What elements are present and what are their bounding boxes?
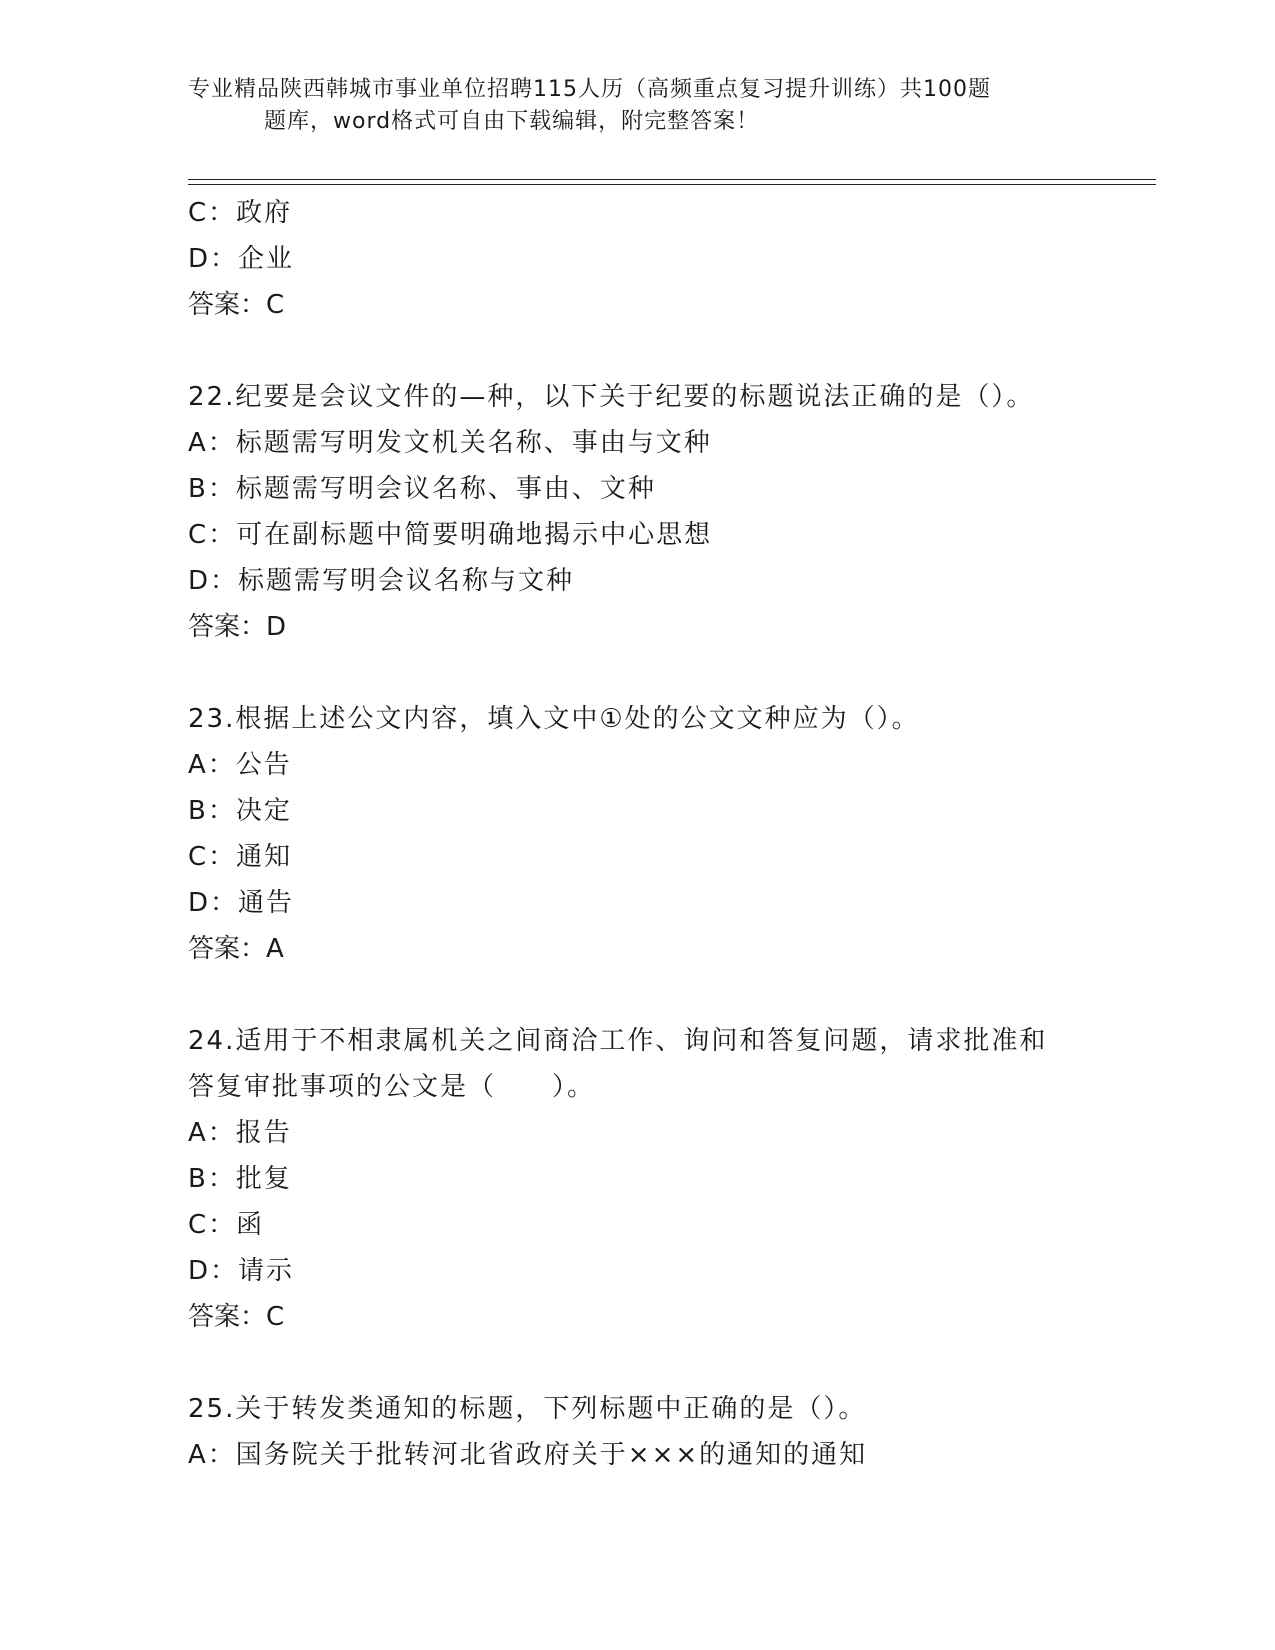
header-rule-top [188, 179, 1156, 180]
option-line: A：报告 [188, 1118, 292, 1148]
answer-line: 答案：C [188, 290, 285, 320]
option-line: D：通告 [188, 888, 295, 918]
answer-line: 答案：A [188, 934, 284, 964]
option-line: A：国务院关于批转河北省政府关于×××的通知的通知 [188, 1440, 868, 1470]
question-text: 24.适用于不相隶属机关之间商洽工作、询问和答复问题，请求批准和 [188, 1026, 1048, 1056]
option-line: C：通知 [188, 842, 293, 872]
answer-line: 答案：D [188, 612, 287, 642]
question-text: 25.关于转发类通知的标题，下列标题中正确的是（）。 [188, 1394, 867, 1424]
question-text: 22.纪要是会议文件的—种，以下关于纪要的标题说法正确的是（）。 [188, 382, 1035, 412]
header-title-line2: 题库，word格式可自由下载编辑，附完整答案！ [264, 109, 760, 134]
option-line: D：标题需写明会议名称与文种 [188, 566, 575, 596]
option-line: C：政府 [188, 198, 293, 228]
option-line: B：批复 [188, 1164, 292, 1194]
header-rule-bottom [188, 184, 1156, 185]
document-body [188, 190, 1108, 1478]
spacer [188, 650, 1108, 696]
option-line: C：可在副标题中简要明确地揭示中心思想 [188, 520, 713, 550]
option-line: A：公告 [188, 750, 292, 780]
answer-line: 答案：C [188, 1302, 285, 1332]
question-text: 23.根据上述公文内容，填入文中①处的公文文种应为（）。 [188, 704, 920, 734]
spacer [188, 328, 1108, 374]
option-line: D：请示 [188, 1256, 295, 1286]
option-line: B：标题需写明会议名称、事由、文种 [188, 474, 656, 504]
spacer [188, 1340, 1108, 1386]
option-line: D：企业 [188, 244, 295, 274]
option-line: A：标题需写明发文机关名称、事由与文种 [188, 428, 712, 458]
header-title-line1: 专业精品陕西韩城市事业单位招聘115人历（高频重点复习提升训练）共100题 [188, 77, 991, 102]
spacer [188, 972, 1108, 1018]
option-line: C：函 [188, 1210, 265, 1240]
question-text-continued: 答复审批事项的公文是（ ）。 [188, 1072, 596, 1102]
page-header [188, 74, 1068, 138]
option-line: B：决定 [188, 796, 292, 826]
